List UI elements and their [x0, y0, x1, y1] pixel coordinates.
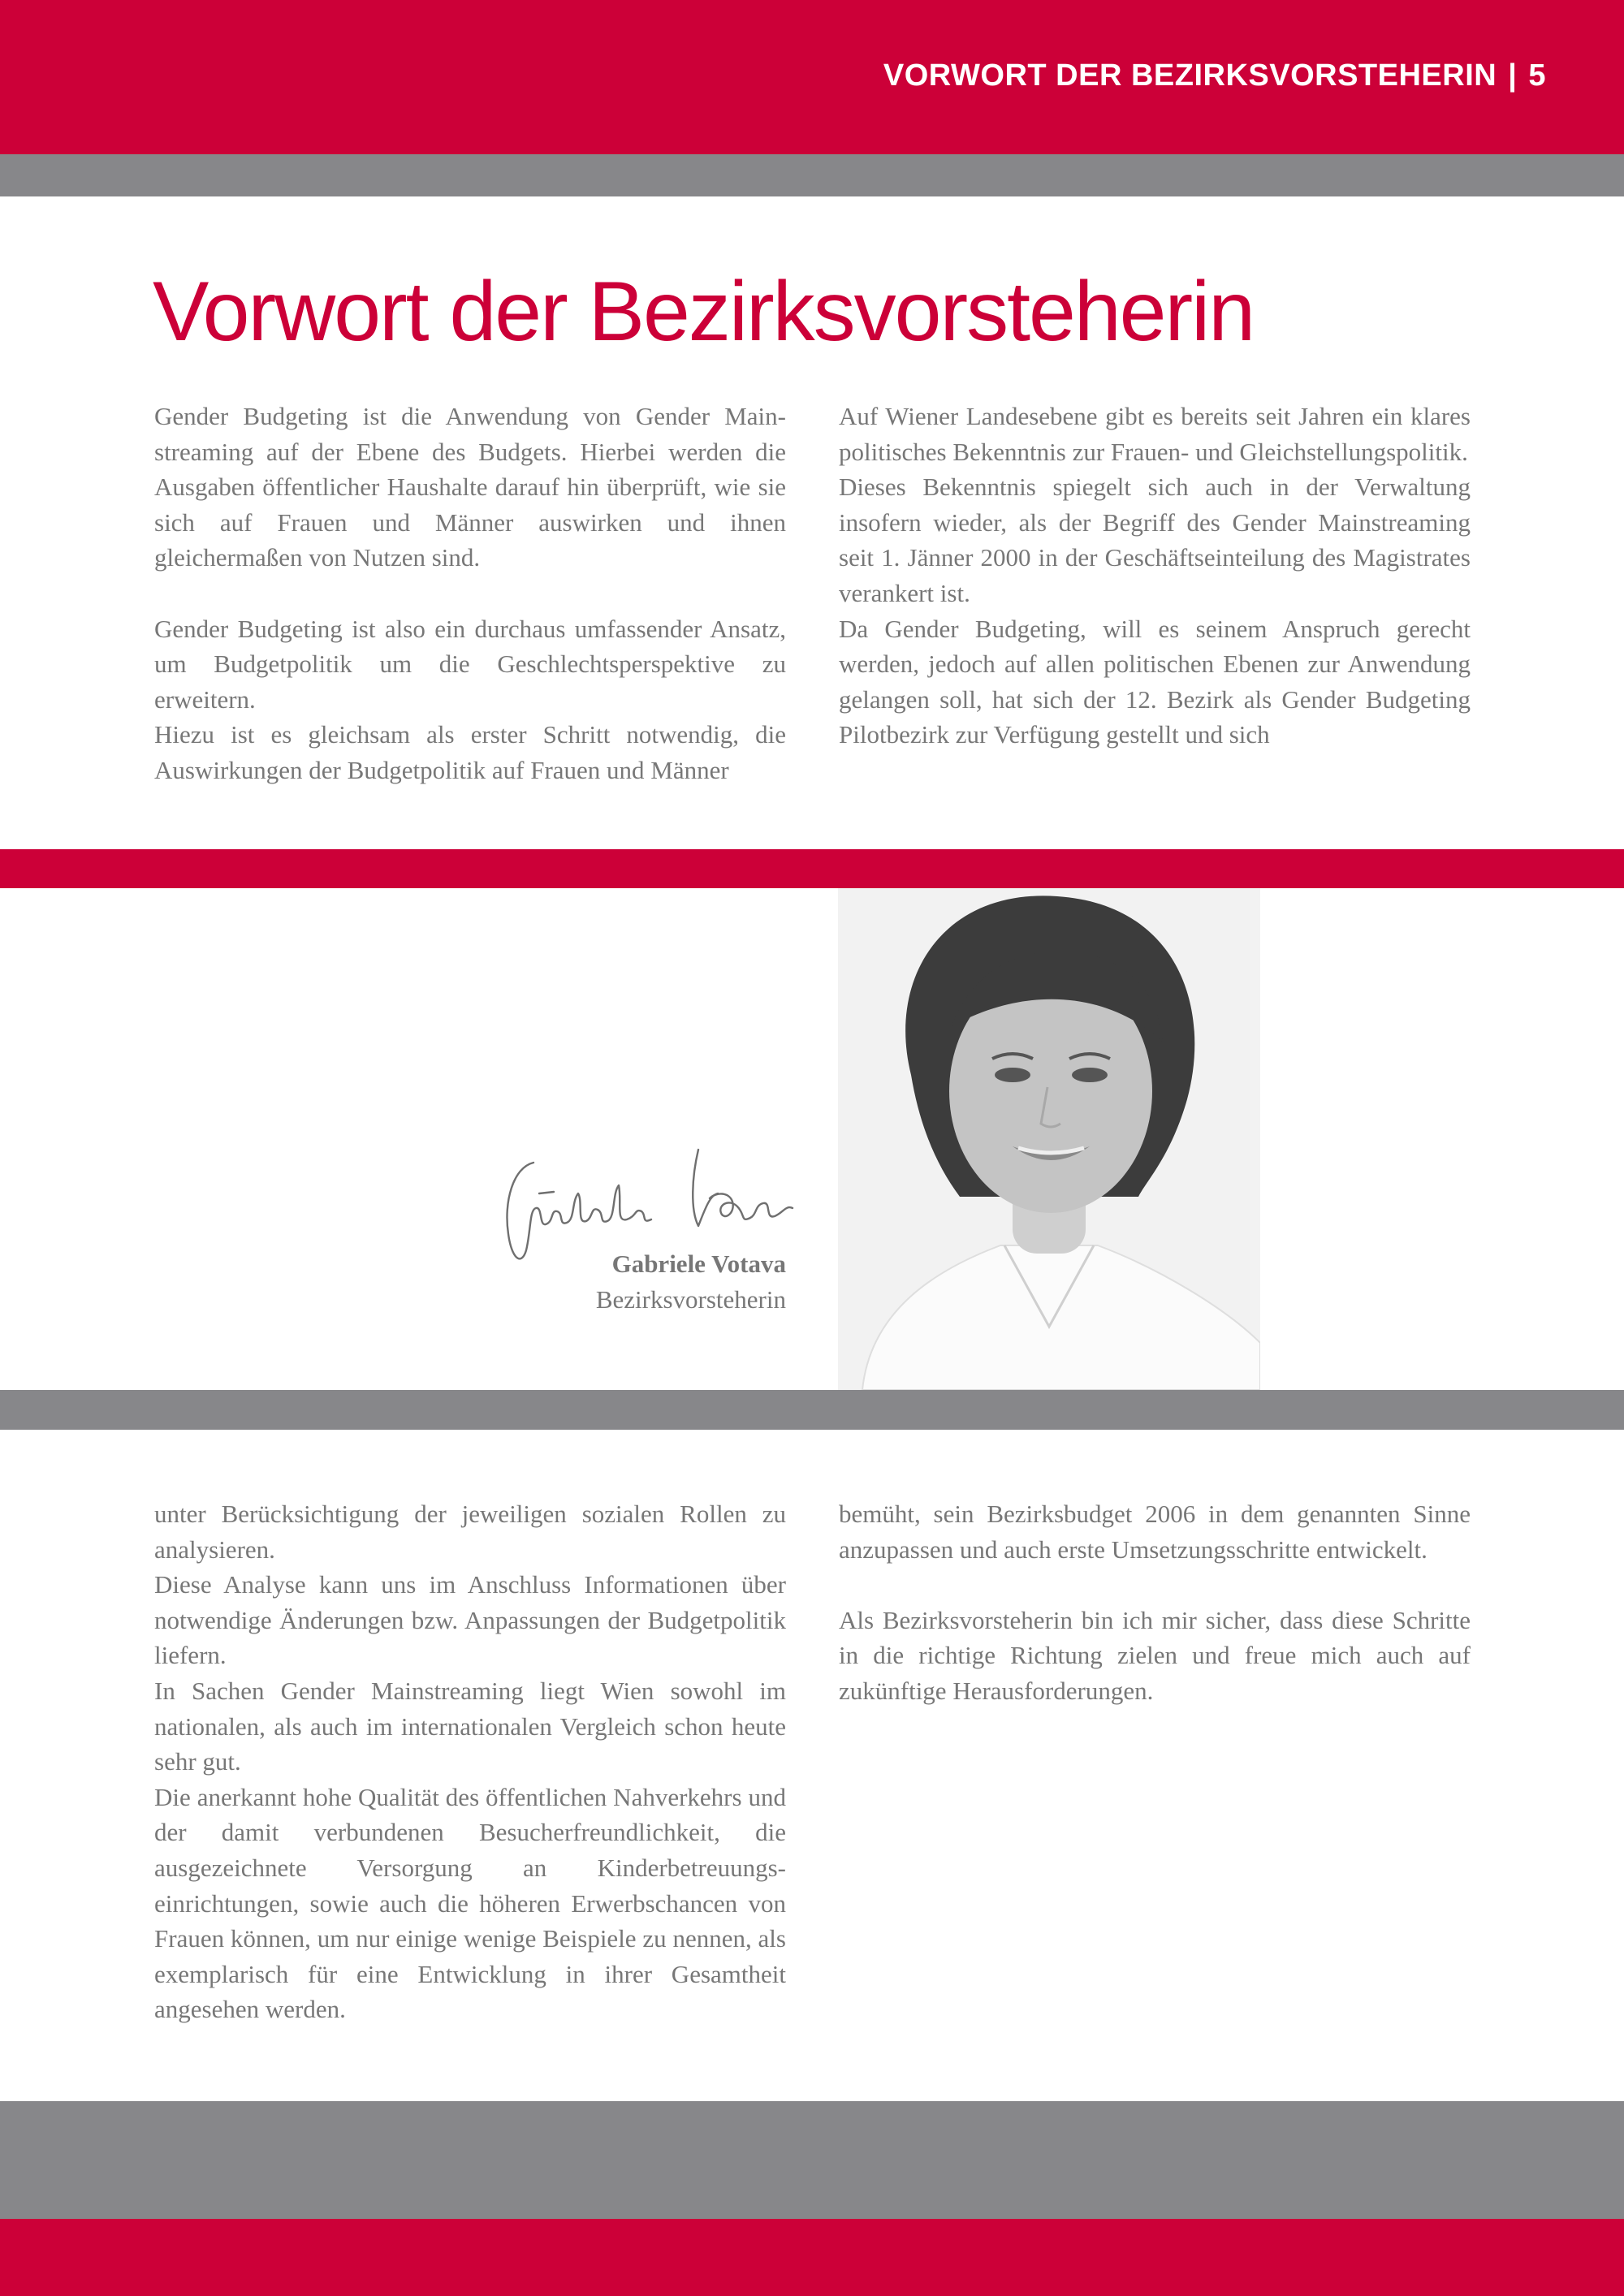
paragraph: Dieses Bekenntnis spiegelt sich auch in der Verwaltung insofern wieder, als der Begriff des Gender Mainstreaming seit 1. Jänner 2000 in der Geschäftseinteilung des Magistrates verankert ist. [839, 473, 1471, 607]
text-column-2 [839, 399, 1471, 753]
paragraph: In Sachen Gender Mainstreaming liegt Wien sowohl im nationalen, als auch im internationalen Vergleich schon heute sehr gut. [154, 1676, 786, 1776]
paragraph: unter Berücksichtigung der jeweiligen sozialen Rollen zu analysieren. [154, 1500, 786, 1564]
paragraph: Auf Wiener Landesebene gibt es bereits seit Jahren ein klares politisches Bekenntnis zur Frauen- und Gleichstellungspolitik. [839, 402, 1471, 466]
paragraph: Als Bezirksvorsteherin bin ich mir sicher, dass diese Schritte in die richtige Richtung zielen und freue mich auch auf zukünftige Herausforderungen. [839, 1605, 1471, 1705]
header-gray-band [0, 154, 1624, 196]
footer-red-band [0, 2219, 1624, 2296]
footer-gray-band [0, 2101, 1624, 2219]
section-title: VORWORT DER BEZIRKSVORSTEHERIN [883, 58, 1497, 93]
paragraph: Gender Budgeting ist die Anwendung von Gender Mainstreaming auf der Ebene des Budgets. Hierbei werden die Ausgaben öffentlicher Haushalte darauf hin überprüft, wie sie sich auf Frauen und Männer auswirken und ihnen gleichermaßen von Nutzen sind. [154, 402, 786, 572]
text-column-1 [154, 399, 786, 788]
signer-role: Bezirksvorsteherin [595, 1285, 786, 1314]
divider-red-band [0, 849, 1624, 888]
paragraph: bemüht, sein Bezirksbudget 2006 in dem genannten Sinne anzupassen und auch erste Umsetzungsschritte entwickelt. [839, 1500, 1471, 1564]
page-number: 5 [1528, 58, 1546, 93]
header-separator: | [1508, 58, 1518, 93]
paragraph: Hiezu ist es gleichsam als erster Schritt notwendig, die Auswirkungen der Budgetpolitik auf Frauen und Männer [154, 720, 786, 784]
paragraph: Die anerkannt hohe Qualität des öffentlichen Nahverkehrs und der damit verbundenen Besucherfreundlichkeit, die ausgezeichnete Versorgung an Kinderbetreuungseinrichtungen, sowie auch die höheren Erwerbschancen von Frauen können, um nur einige wenige Beispiele zu nennen, als exemplarisch für eine Entwicklung in ihrer Gesamtheit angesehen werden. [154, 1782, 786, 2024]
portrait-photo [838, 888, 1260, 1390]
divider-gray-band [0, 1390, 1624, 1430]
signer-name: Gabriele Votava [611, 1249, 786, 1278]
page-title: Vorwort der Bezirksvorsteherin [153, 265, 1255, 359]
paragraph: Diese Analyse kann uns im Anschluss Informationen über notwendige Änderungen bzw. Anpassungen der Budgetpolitik liefern. [154, 1570, 786, 1670]
text-column-3 [154, 1496, 786, 2027]
header-band [0, 0, 1624, 154]
paragraph: Gender Budgeting ist also ein durchaus umfassender Ansatz, um Budgetpolitik um die Geschlechtsperspektive zu erweitern. [154, 614, 786, 714]
running-header [883, 58, 1546, 93]
text-column-4 [839, 1496, 1471, 1709]
paragraph: Da Gender Budgeting, will es seinem Anspruch gerecht werden, jedoch auf allen politischen Ebenen zur Anwendung gelangen soll, hat sich der 12. Bezirk als Gender Budgeting Pilotbezirk zur Verfügung gestellt und sich [839, 614, 1471, 749]
